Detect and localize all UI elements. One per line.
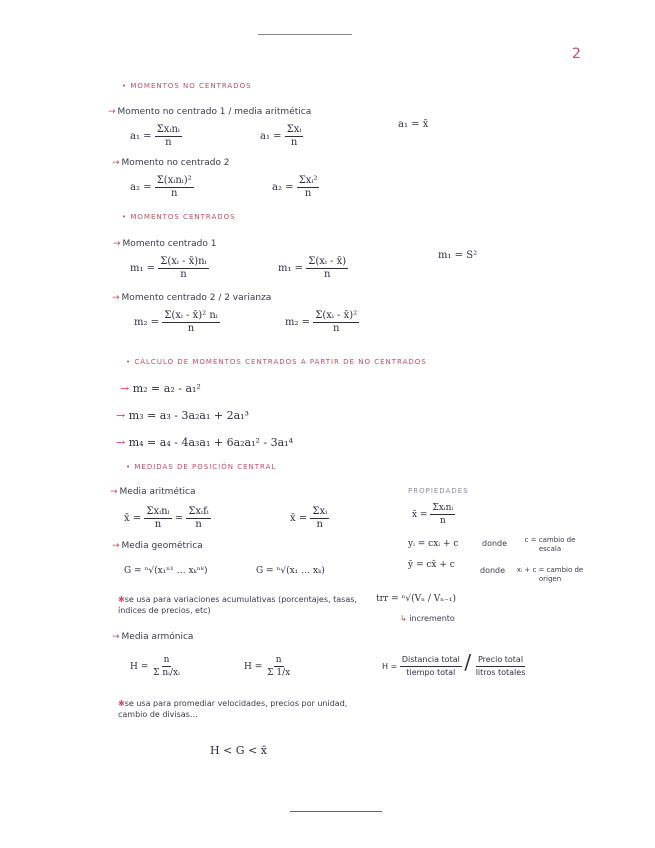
formula-m3-from-raw: → m₃ = a₃ - 3a₂a₁ + 2a₁³	[116, 409, 249, 422]
formula-m2-frequency: m₂ = $\frac{\text{Σ(xᵢ - x̄)² nᵢ}}{n}$	[134, 310, 218, 334]
formula-m1-simple: m₁ = $\frac{\text{Σ(xᵢ - x̄)}}{n}$	[278, 256, 347, 280]
fraction: $\frac{n}{\Sigma 1/x}$	[267, 655, 291, 678]
arrow-icon: →	[108, 107, 116, 117]
fraction: $\frac{\text{Σxᵢnᵢ}}{n}$	[432, 503, 454, 526]
growth-rate-note: ↳ incremento	[400, 614, 455, 623]
formula-m2-simple: m₂ = $\frac{\text{Σ(xᵢ - x̄)²}}{n}$	[285, 310, 358, 334]
fraction: $\frac{\text{Σ(xᵢ - x̄)}}{n}$	[308, 256, 347, 280]
heading-geometric-mean: → Media geométrica	[112, 541, 203, 551]
arrow-icon: →	[112, 293, 120, 303]
formula-property-origin: ȳ = cx̄ + c	[408, 560, 455, 570]
fraction: $\frac{\text{Σ(xᵢnᵢ)²}}{n}$	[156, 175, 192, 199]
formula-geometric-mean-frequency: G = ⁿ√(x₁ⁿ¹ … xₖⁿᵏ)	[124, 566, 208, 576]
harmonic-mean-note: ✱se usa para promediar velocidades, precios por unidad, cambio de divisas…	[118, 699, 348, 719]
fraction: $\frac{\text{Σxᵢfᵢ}}{n}$	[188, 506, 209, 530]
property-origin-where: donde	[480, 566, 506, 575]
section-title-central-moments: • MOMENTOS CENTRADOS	[122, 213, 236, 221]
divider-slash: /	[464, 650, 472, 674]
geometric-mean-note: ✱se usa para variaciones acumulativas (porcentajes, tasas, índices de precios, etc)	[118, 595, 357, 615]
fraction: $\frac{\text{Σ(xᵢ - x̄)nᵢ}}{n}$	[160, 256, 207, 280]
formula-geometric-mean-simple: G = ⁿ√(x₁ … xₖ)	[256, 566, 325, 576]
formula-m2-from-raw: → m₂ = a₂ - a₁²	[120, 382, 201, 395]
fraction: $\frac{\text{Σ(xᵢ - x̄)²}}{n}$	[315, 310, 358, 334]
formula-property-scale: yᵢ = cxᵢ + c	[408, 539, 459, 549]
fraction: $\frac{\text{Distancia total}}{\text{tiempo total}}$	[401, 655, 460, 677]
section-title-position: • MEDIDAS DE POSICIÓN CENTRAL	[126, 463, 277, 471]
arrow-icon: →	[116, 436, 126, 449]
arrow-icon: →	[112, 158, 120, 168]
fraction: $\frac{n}{\text{Σ nᵢ/xᵢ}}$	[153, 655, 180, 678]
formula-a1-simple: a₁ = $\frac{\text{Σxᵢ}}{n}$	[260, 124, 302, 148]
section-title-calculation: • CÁLCULO DE MOMENTOS CENTRADOS A PARTIR DE NO CENTRADOS	[126, 358, 427, 366]
formula-harmonic-mean-simple: H = $\frac{n}{\Sigma 1/x}$	[244, 655, 291, 678]
fraction: $\frac{\text{Σxᵢnᵢ}}{n}$	[146, 506, 170, 530]
fraction: $\frac{\text{Σxᵢ}}{n}$	[286, 124, 302, 148]
arrow-icon: →	[112, 541, 120, 551]
formula-harmonic-mean-frequency: H = $\frac{n}{\text{Σ nᵢ/xᵢ}}$	[130, 655, 180, 678]
formula-properties-mean: x̄ = $\frac{\text{Σxᵢnᵢ}}{n}$	[412, 503, 454, 526]
heading-central-moment-2: → Momento centrado 2 / 2 varianza	[112, 293, 272, 303]
property-origin-note: xᵢ + c = cambio de origen	[516, 566, 584, 583]
properties-label: PROPIEDADES	[408, 487, 469, 495]
top-rule	[258, 34, 352, 35]
property-scale-where: donde	[482, 539, 508, 548]
heading-arithmetic-mean: → Media aritmética	[110, 487, 196, 497]
heading-central-moment-1: → Momento centrado 1	[113, 239, 217, 249]
formula-harmonic-example: H = $\frac{\text{Distancia total}}{\text{tiempo total}}$ / $\frac{\text{Precio total}}{\text{litros totales}}$	[382, 650, 526, 677]
arrow-icon: →	[112, 632, 120, 642]
heading-raw-moment-2: → Momento no centrado 2	[112, 158, 230, 168]
formula-a2-frequency: a₂ = $\frac{\text{Σ(xᵢnᵢ)²}}{n}$	[130, 175, 192, 199]
formula-a1-equals-mean: a₁ = x̄	[398, 119, 429, 130]
formula-m1-equals-s2: m₁ = S²	[438, 250, 478, 261]
property-scale-note: c = cambio de escala	[524, 536, 576, 553]
fraction: $\frac{\text{Precio total}}{\text{litros totales}}$	[475, 655, 526, 677]
section-title-raw-moments: • MOMENTOS NO CENTRADOS	[122, 82, 252, 90]
fraction: $\frac{\text{Σ(xᵢ - x̄)² nᵢ}}{n}$	[164, 310, 218, 334]
heading-harmonic-mean: → Media armónica	[112, 632, 194, 642]
asterisk-icon: ✱	[118, 699, 125, 708]
page-number: 2	[572, 46, 581, 62]
arrow-icon: →	[120, 382, 130, 395]
arrow-icon: →	[113, 239, 121, 249]
formula-arithmetic-mean-frequency: x̄ = $\frac{\text{Σxᵢnᵢ}}{n}$ = $\frac{\text{Σxᵢfᵢ}}{n}$	[124, 506, 209, 530]
heading-raw-moment-1: → Momento no centrado 1 / media aritmética	[108, 107, 312, 117]
formula-a1-frequency: a₁ = $\frac{\text{Σxᵢnᵢ}}{n}$	[130, 124, 180, 148]
formula-growth-rate: trr = ⁿ√(Vₙ / Vₙ₋₁)	[376, 594, 457, 604]
formula-m4-from-raw: → m₄ = a₄ - 4a₃a₁ + 6a₂a₁² - 3a₁⁴	[116, 436, 294, 449]
arrow-icon: →	[116, 409, 126, 422]
fraction: $\frac{\text{Σxᵢ}}{n}$	[312, 506, 328, 530]
fraction: $\frac{\text{Σxᵢ²}}{n}$	[298, 175, 318, 199]
bottom-rule	[290, 811, 382, 812]
formula-m1-frequency: m₁ = $\frac{\text{Σ(xᵢ - x̄)nᵢ}}{n}$	[130, 256, 207, 280]
formula-arithmetic-mean-simple: x̄ = $\frac{\text{Σxᵢ}}{n}$	[290, 506, 328, 530]
asterisk-icon: ✱	[118, 595, 125, 604]
mean-inequality: H < G < x̄	[210, 744, 268, 757]
arrow-icon: ↳	[400, 614, 407, 623]
arrow-icon: →	[110, 487, 118, 497]
fraction: $\frac{\text{Σxᵢnᵢ}}{n}$	[156, 124, 180, 148]
formula-a2-simple: a₂ = $\frac{\text{Σxᵢ²}}{n}$	[272, 175, 318, 199]
